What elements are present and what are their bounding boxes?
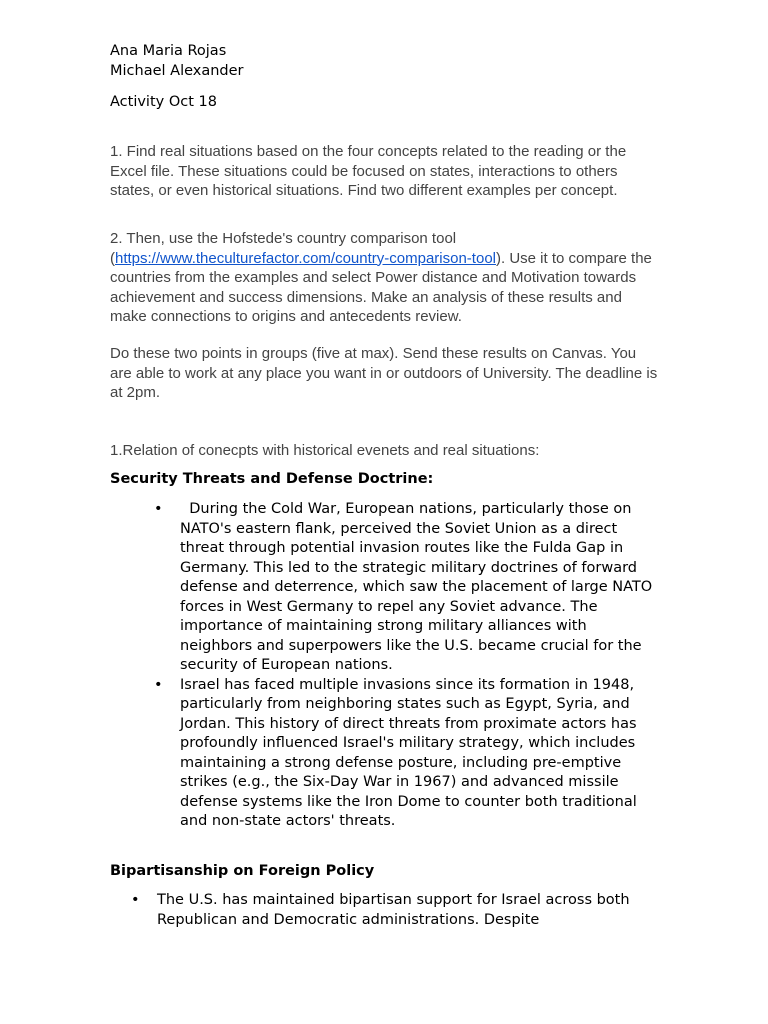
list-item-israel [154,676,658,832]
security-threats-list [154,500,658,832]
bipartisanship-list [131,891,635,930]
list-item-text: Israel has faced multiple invasions since its formation in 1948, particularly from neighboring states such as Egypt, Syria, and Jordan. This history of direct threats from proximate actors has profoundly influenced Israel's military strategy, which includes maintaining a strong defense posture, including pre-emptive strikes (e.g., the Six-Day War in 1967) and advanced missile defense systems like the Iron Dome to counter both traditional and non-state actors' threats. [180,676,637,829]
bullet-icon: • [131,892,140,908]
list-item-us-support [131,891,635,930]
instruction-point-1: 1. Find real situations based on the four concepts related to the reading or the Excel file. These situations could be focused on states, interactions to others states, or even historical situations. Find two different examples per concept. [110,143,627,199]
author-1: Ana Maria Rojas [110,43,227,59]
list-item-text: The U.S. has maintained bipartisan support for Israel across both Republican and Democratic administrations. Despite [157,892,630,928]
instruction-point-2 [110,229,660,327]
instruction-point-2-end: ). Use it to compare the countries from the examples and select Power distance and Motivation towards achievement and success dimensions. Make an analysis of these results and make connections to origins and antecedents review. [110,249,652,325]
section-heading-security-threats: Security Threats and Defense Doctrine: [110,471,434,487]
section-heading-bipartisanship: Bipartisanship on Foreign Policy [110,863,375,879]
bullet-icon: • [154,676,163,693]
list-item-cold-war [154,500,658,676]
country-comparison-link[interactable]: https://www.theculturefactor.com/country-comparison-tool [115,249,496,267]
bullet-icon: • [154,501,163,517]
instruction-point-3: Do these two points in groups (five at max). Send these results on Canvas. You are able to work at any place you want in or outdoors of University. The deadline is at 2pm. [110,345,658,401]
list-item-text: During the Cold War, European nations, particularly those on NATO's eastern flank, perceived the Soviet Union as a direct threat through potential invasion routes like the Fulda Gap in Germany. This led to the strategic military doctrines of forward defense and deterrence, which saw the placement of large NATO forces in West Germany to repel any Soviet advance. The importance of maintaining strong military alliances with neighbors and superpowers like the U.S. became crucial for the security of European nations. [180,501,653,673]
answers-intro: 1.Relation of conecpts with historical evenets and real situations: [110,442,540,459]
instruction-point-2-start: 2. Then, use the Hofstede's country comparison tool ( [110,230,457,267]
activity-title: Activity Oct 18 [110,94,217,110]
author-2: Michael Alexander [110,62,244,79]
author-names [110,42,660,81]
